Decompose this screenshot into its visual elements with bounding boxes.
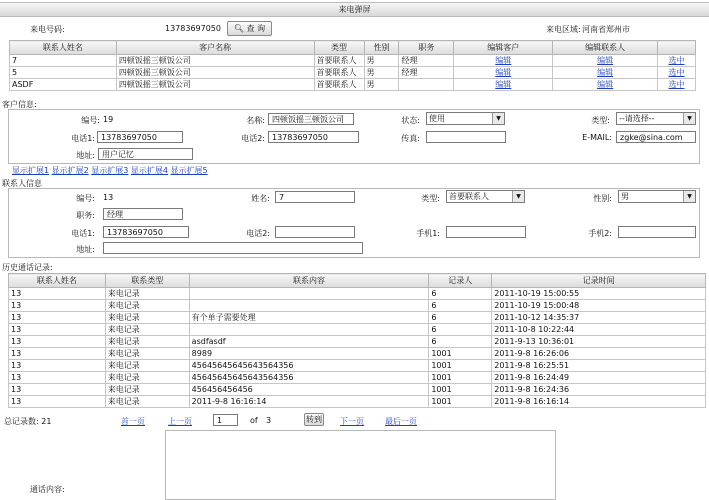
- contacts-table: [9, 40, 696, 91]
- history-content: [189, 300, 429, 312]
- extension-links: [12, 165, 208, 176]
- customer-phone1-field[interactable]: 13783697050: [97, 131, 183, 143]
- history-content: [189, 324, 429, 336]
- page-of-label: of: [250, 416, 258, 425]
- customer-name-field[interactable]: 四顿饭摇三顿饭公司: [268, 113, 354, 125]
- history-time: 2011-10-19 15:00:55: [492, 288, 706, 300]
- edit-customer-link[interactable]: 编辑: [495, 56, 512, 65]
- history-name: 13: [9, 360, 106, 372]
- col-edit-contact: 编辑联系人: [553, 41, 658, 55]
- customer-fax-label: 传真:: [401, 134, 420, 143]
- contact-section-label: 联系人信息: [2, 179, 42, 188]
- edit-contact-link[interactable]: 编辑: [597, 68, 614, 77]
- table-row: [9, 324, 706, 336]
- contact-gender-label: 性别:: [593, 194, 612, 203]
- history-name: 13: [9, 372, 106, 384]
- customer-email-field[interactable]: zgke@sina.com: [616, 131, 696, 143]
- history-recorder: 6: [429, 300, 492, 312]
- contact-title: [399, 79, 454, 91]
- history-table: [8, 273, 706, 408]
- table-row: [9, 336, 706, 348]
- total-pages: 3: [266, 416, 272, 425]
- history-name: 13: [9, 288, 106, 300]
- history-time: 2011-10-12 14:35:37: [492, 312, 706, 324]
- col-gender: 性别: [364, 41, 399, 55]
- history-time: 2011-9-13 10:36:01: [492, 336, 706, 348]
- customer-fax-field[interactable]: [426, 131, 506, 143]
- contact-type: 首要联系人: [314, 79, 364, 91]
- history-type: 来电记录: [105, 396, 189, 408]
- col-select: [658, 41, 696, 55]
- table-row: [10, 67, 696, 79]
- next-page-link[interactable]: 下一页: [340, 417, 364, 426]
- col-record-time: 记录时间: [492, 274, 706, 288]
- contact-mobile1-field[interactable]: [446, 226, 526, 238]
- contact-type-select[interactable]: 首要联系人 ▼: [446, 190, 525, 203]
- record-total-label: 总记录数:: [4, 417, 39, 426]
- history-content: 456456456456: [189, 384, 429, 396]
- show-extension-4-link[interactable]: 显示扩展4: [130, 166, 169, 175]
- contact-mobile2-field[interactable]: [618, 226, 696, 238]
- contact-name-field[interactable]: 7: [275, 191, 355, 203]
- table-row: [9, 396, 706, 408]
- edit-contact-link[interactable]: 编辑: [597, 80, 614, 89]
- customer-status-select[interactable]: 使用 ▼: [426, 112, 505, 125]
- history-section-label: 历史通话记录:: [2, 263, 53, 272]
- title-bar: [0, 2, 709, 17]
- show-extension-2-link[interactable]: 显示扩展2: [51, 166, 89, 175]
- contact-name: 5: [10, 67, 117, 79]
- customer-phone2-label: 电话2:: [241, 134, 265, 143]
- contact-name-label: 姓名:: [251, 194, 270, 203]
- history-time: 2011-10-19 15:00:48: [492, 300, 706, 312]
- history-recorder: 6: [429, 336, 492, 348]
- call-area-label: 来电区域:: [546, 25, 581, 34]
- show-extension-5-link[interactable]: 显示扩展5: [170, 166, 208, 175]
- history-type: 来电记录: [105, 372, 189, 384]
- customer-phone2-field[interactable]: 13783697050: [268, 131, 359, 143]
- record-total: [4, 416, 51, 427]
- contact-type: 首要联系人: [314, 55, 364, 67]
- show-extension-1-link[interactable]: 显示扩展1: [12, 166, 50, 175]
- customer-id-label: 编号:: [81, 116, 100, 125]
- history-type: 来电记录: [105, 336, 189, 348]
- history-recorder: 6: [429, 288, 492, 300]
- table-row: [9, 348, 706, 360]
- customer-status-label: 状态:: [401, 116, 420, 125]
- history-type: 来电记录: [105, 312, 189, 324]
- table-row: [10, 79, 696, 91]
- page-title: 来电弹屏: [338, 5, 371, 14]
- contact-id: 13: [103, 193, 114, 202]
- history-recorder: 1001: [429, 360, 492, 372]
- contact-title-field[interactable]: 经理: [103, 208, 183, 220]
- history-recorder: 1001: [429, 372, 492, 384]
- col-contact-name: 联系人姓名: [10, 41, 117, 55]
- history-content: 有个单子需要处理: [189, 312, 429, 324]
- col-contact-name: 联系人姓名: [9, 274, 106, 288]
- call-content-label: 通话内容:: [30, 485, 65, 494]
- contacts-header-row: [10, 41, 696, 55]
- history-recorder: 6: [429, 324, 492, 336]
- history-name: 13: [9, 300, 106, 312]
- chevron-down-icon: ▼: [512, 191, 524, 202]
- table-row: [9, 312, 706, 324]
- table-row: [10, 55, 696, 67]
- contact-address-label: 地址:: [76, 245, 95, 254]
- history-recorder: 1001: [429, 348, 492, 360]
- history-time: 2011-9-8 16:24:49: [492, 372, 706, 384]
- select-link[interactable]: 选中: [668, 68, 685, 77]
- history-content: 45645645645643564356: [189, 372, 429, 384]
- col-customer-name: 客户名称: [116, 41, 314, 55]
- history-name: 13: [9, 396, 106, 408]
- select-link[interactable]: 选中: [668, 56, 685, 65]
- prev-page-link[interactable]: 上一页: [168, 417, 192, 426]
- history-recorder: 1001: [429, 396, 492, 408]
- customer-id: 19: [103, 115, 114, 124]
- col-title: 职务: [399, 41, 454, 55]
- history-content: asdfasdf: [189, 336, 429, 348]
- table-row: [9, 384, 706, 396]
- customer-section-label: 客户信息:: [2, 100, 37, 109]
- table-row: [9, 372, 706, 384]
- customer-phone1-label: 电话1:: [71, 134, 95, 143]
- history-content: 2011-9-8 16:16:14: [189, 396, 429, 408]
- contact-type-label: 类型:: [421, 194, 440, 203]
- history-type: 来电记录: [105, 288, 189, 300]
- history-name: 13: [9, 324, 106, 336]
- go-to-page-button[interactable]: 转到: [306, 415, 322, 424]
- edit-customer-link[interactable]: 编辑: [495, 68, 512, 77]
- contact-gender-select[interactable]: 男 ▼: [618, 190, 696, 203]
- col-edit-customer: 编辑客户: [454, 41, 553, 55]
- history-content: [189, 288, 429, 300]
- edit-contact-link[interactable]: 编辑: [597, 56, 614, 65]
- show-extension-3-link[interactable]: 显示扩展3: [91, 166, 129, 175]
- history-time: 2011-9-8 16:16:14: [492, 396, 706, 408]
- history-type: 来电记录: [105, 384, 189, 396]
- first-page-link[interactable]: 首一页: [121, 417, 145, 426]
- history-recorder: 6: [429, 312, 492, 324]
- history-type: 来电记录: [105, 348, 189, 360]
- page-number-input[interactable]: 1: [213, 414, 238, 426]
- contact-type: 首要联系人: [314, 67, 364, 79]
- chevron-down-icon: ▼: [492, 113, 504, 124]
- contact-name: ASDF: [10, 79, 117, 91]
- history-content: 45645645645643564356: [189, 360, 429, 372]
- col-contact-content: 联系内容: [189, 274, 429, 288]
- contact-address-field[interactable]: [103, 242, 363, 254]
- contact-phone2-label: 电话2:: [246, 229, 270, 238]
- contact-title-label: 职务:: [76, 211, 95, 220]
- history-content: 8989: [189, 348, 429, 360]
- record-total-value: 21: [41, 417, 52, 426]
- customer-name-label: 名称:: [246, 116, 265, 125]
- history-name: 13: [9, 336, 106, 348]
- history-recorder: 1001: [429, 384, 492, 396]
- call-number-label: 来电号码:: [30, 25, 65, 34]
- contact-gender: 男: [364, 55, 399, 67]
- table-row: [9, 300, 706, 312]
- edit-customer-link[interactable]: 编辑: [495, 80, 512, 89]
- history-time: 2011-9-8 16:25:51: [492, 360, 706, 372]
- history-time: 2011-10-8 10:22:44: [492, 324, 706, 336]
- call-area: 河南省郑州市: [582, 25, 630, 34]
- contact-phone2-field[interactable]: [275, 226, 355, 238]
- company-name: 四顿饭摇三顿饭公司: [116, 55, 314, 67]
- chevron-down-icon: ▼: [683, 191, 695, 202]
- search-icon: 🔍︎: [233, 24, 245, 33]
- last-page-link[interactable]: 最后一页: [385, 417, 417, 426]
- history-time: 2011-9-8 16:26:06: [492, 348, 706, 360]
- table-row: [9, 288, 706, 300]
- history-name: 13: [9, 348, 106, 360]
- call-content-textarea[interactable]: [165, 430, 556, 500]
- contact-mobile2-label: 手机2:: [588, 229, 612, 238]
- customer-address-field[interactable]: 用户记忆: [98, 148, 193, 160]
- customer-type-label: 类型:: [591, 116, 610, 125]
- contact-phone1-label: 电话1:: [71, 229, 95, 238]
- col-contact-type: 联系类型: [105, 274, 189, 288]
- contact-mobile1-label: 手机1:: [416, 229, 440, 238]
- contact-phone1-field[interactable]: 13783697050: [103, 226, 189, 238]
- customer-address-label: 地址:: [76, 151, 95, 160]
- col-type: 类型: [314, 41, 364, 55]
- customer-email-label: E-MAIL:: [582, 133, 612, 142]
- table-row: [9, 360, 706, 372]
- contact-title: 经理: [399, 67, 454, 79]
- contact-gender: 男: [364, 79, 399, 91]
- contact-id-label: 编号:: [76, 194, 95, 203]
- company-name: 四顿饭摇三顿饭公司: [116, 79, 314, 91]
- history-type: 来电记录: [105, 300, 189, 312]
- call-number: 13783697050: [165, 24, 221, 33]
- chevron-down-icon: ▼: [683, 113, 695, 124]
- company-name: 四顿饭摇三顿饭公司: [116, 67, 314, 79]
- history-name: 13: [9, 312, 106, 324]
- col-recorder: 记录人: [429, 274, 492, 288]
- contact-name: 7: [10, 55, 117, 67]
- history-time: 2011-9-8 16:24:36: [492, 384, 706, 396]
- history-name: 13: [9, 384, 106, 396]
- contact-title: 经理: [399, 55, 454, 67]
- contact-gender: 男: [364, 67, 399, 79]
- customer-type-select[interactable]: --请选择-- ▼: [616, 112, 696, 125]
- history-type: 来电记录: [105, 360, 189, 372]
- select-link[interactable]: 选中: [668, 80, 685, 89]
- search-button[interactable]: 🔍︎ 查 询: [227, 21, 272, 36]
- history-type: 来电记录: [105, 324, 189, 336]
- history-header-row: [9, 274, 706, 288]
